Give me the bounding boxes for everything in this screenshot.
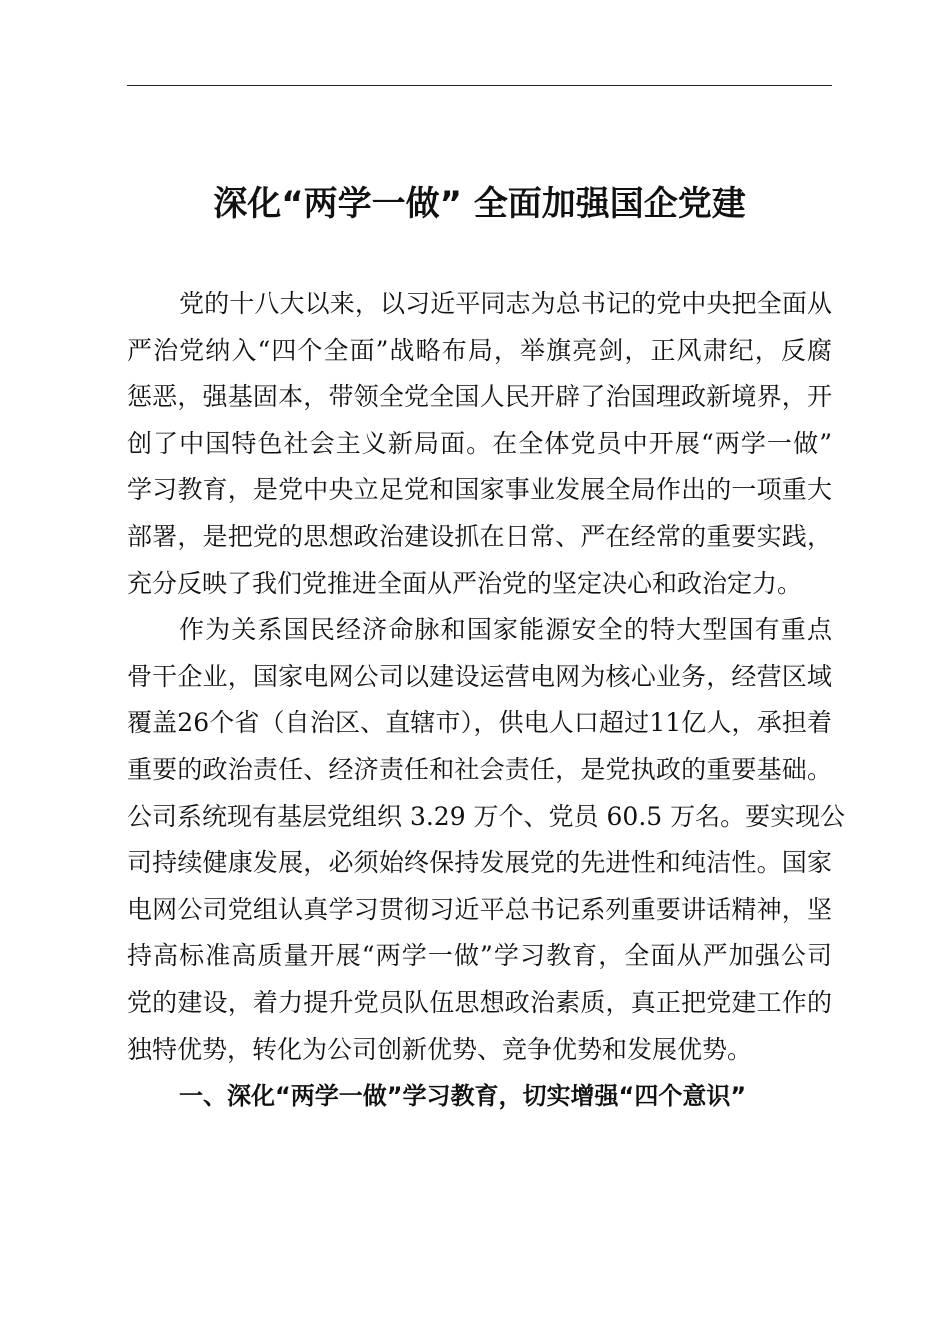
- paragraph-2: [127, 612, 846, 1078]
- paragraph-line: 电网公司党组认真学习贯彻习近平总书记系列重要讲话精神，坚: [127, 894, 832, 924]
- paragraph-line: 公司系统现有基层党组织 3.29 万个、党员 60.5 万名。要实现公: [127, 801, 846, 831]
- paragraph-line: 作为关系国民经济命脉和国家能源安全的特大型国有重点: [179, 615, 832, 645]
- paragraph-line: 学习教育，是党中央立足党和国家事业发展全局作出的一项重大: [127, 475, 832, 505]
- paragraph-line: 持高标准高质量开展“两学一做”学习教育，全面从严加强公司: [127, 941, 832, 971]
- paragraph-line: 惩恶，强基固本，带领全党全国人民开辟了治国理政新境界，开: [127, 382, 832, 412]
- header-rule: [127, 85, 832, 86]
- paragraph-1: [127, 286, 832, 612]
- paragraph-line: 司持续健康发展，必须始终保持发展党的先进性和纯洁性。国家: [127, 848, 832, 878]
- paragraph-line: 党的十八大以来，以习近平同志为总书记的党中央把全面从: [179, 289, 832, 318]
- paragraph-line: 党的建设，着力提升党员队伍思想政治素质，真正把党建工作的: [127, 987, 832, 1017]
- section-heading: 一、深化“两学一做”学习教育，切实增强“四个意识”: [179, 1082, 747, 1111]
- document-body: [127, 286, 846, 1125]
- document-title: 深化“两学一做” 全面加强国企党建: [213, 184, 746, 224]
- paragraph-line: 骨干企业，国家电网公司以建设运营电网为核心业务，经营区域: [127, 661, 832, 691]
- paragraph-line: 部署，是把党的思想政治建设抓在日常、严在经常的重要实践，: [127, 521, 832, 551]
- paragraph-line: 重要的政治责任、经济责任和社会责任，是党执政的重要基础。: [127, 754, 832, 784]
- paragraph-line: 独特优势，转化为公司创新优势、竞争优势和发展优势。: [127, 1034, 753, 1064]
- paragraph-line: 严治党纳入“四个全面”战略布局，举旗亮剑，正风肃纪，反腐: [127, 335, 832, 365]
- paragraph-line: 充分反映了我们党推进全面从严治党的坚定决心和政治定力。: [127, 568, 803, 598]
- paragraph-line: 创了中国特色社会主义新局面。在全体党员中开展“两学一做”: [127, 428, 832, 458]
- paragraph-line: 覆盖26个省（自治区、直辖市），供电人口超过11亿人，承担着: [127, 708, 832, 738]
